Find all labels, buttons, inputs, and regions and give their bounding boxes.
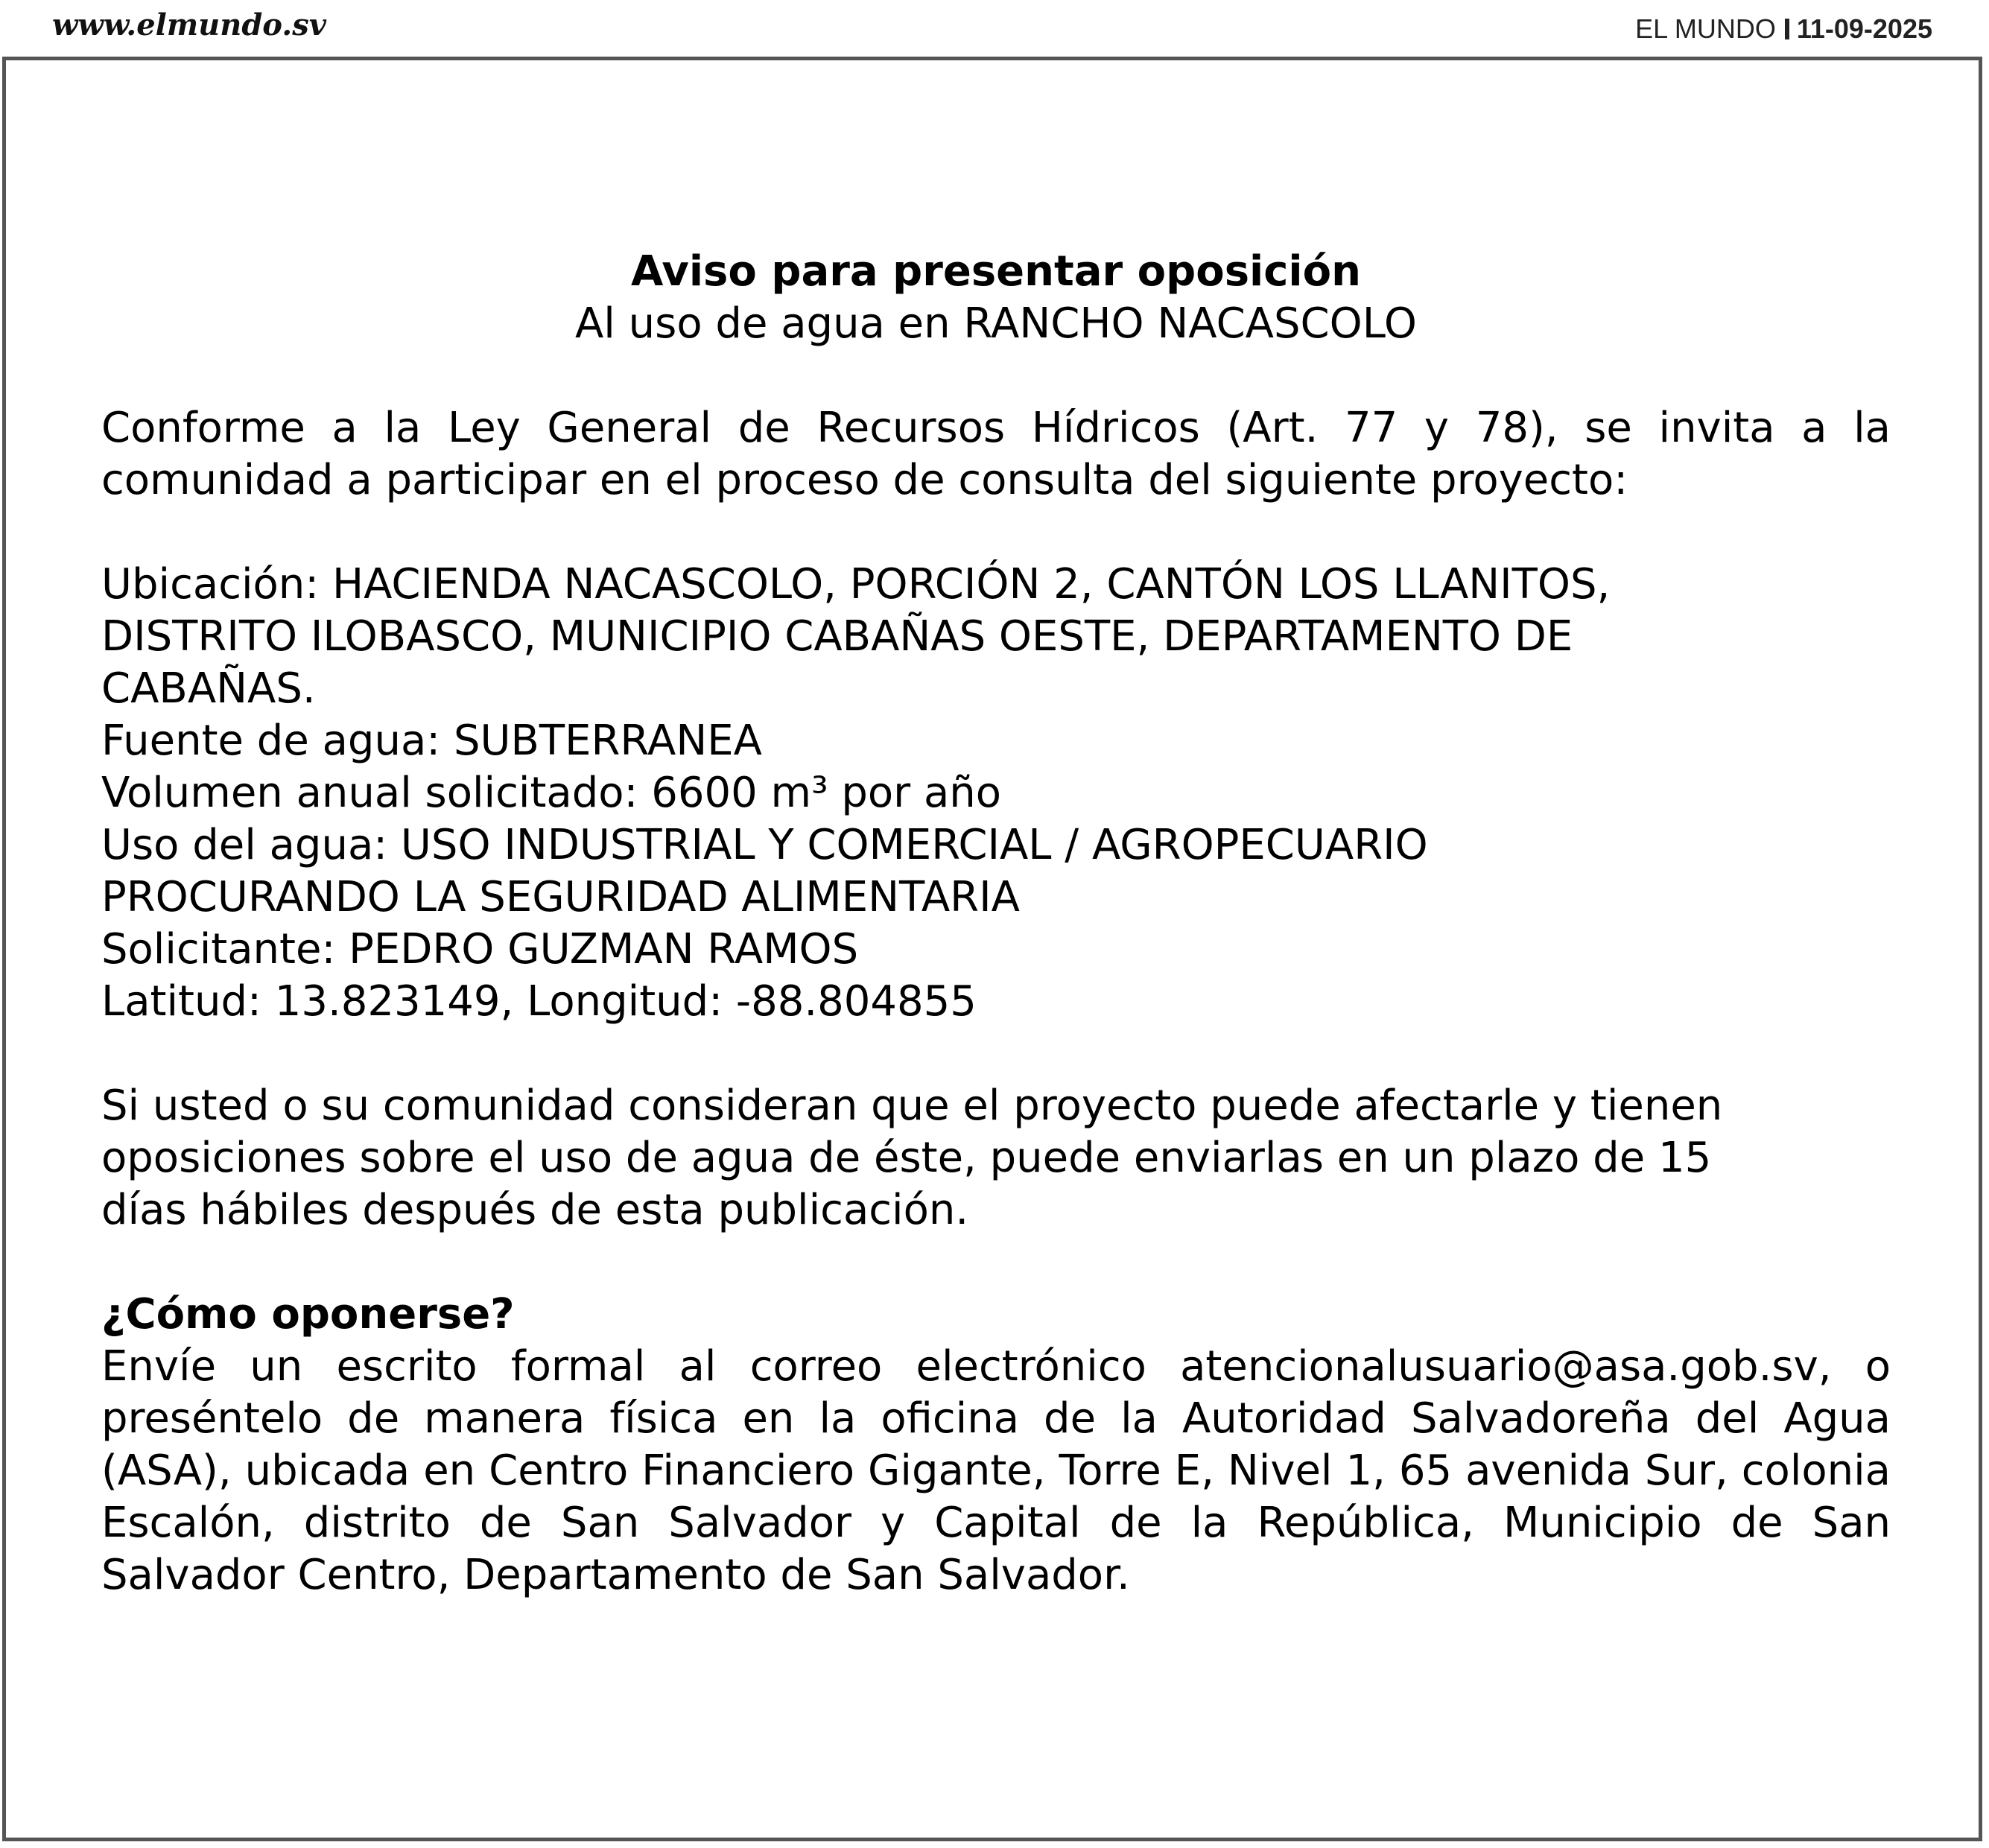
opposition-paragraph	[101, 1080, 1891, 1236]
opposition-line: Si usted o su comunidad consideran que el proyecto puede afectarle y tienen	[101, 1082, 1723, 1130]
location-line: Ubicación: HACIENDA NACASCOLO, PORCIÓN 2, CANTÓN LOS LLANITOS,	[101, 560, 1611, 609]
intro-paragraph: Conforme a la Ley General de Recursos Hídricos (Art. 77 y 78), se invita a la comunidad a participar en el proceso de consulta del siguiente proyecto:	[101, 404, 1891, 504]
spacer	[101, 507, 1891, 559]
water-use-line: Uso del agua: USO INDUSTRIAL Y COMERCIAL / AGROPECUARIO	[101, 821, 1428, 869]
spacer	[101, 350, 1891, 402]
location-line: DISTRITO ILOBASCO, MUNICIPIO CABAÑAS OESTE, DEPARTAMENTO DE	[101, 612, 1573, 661]
notice-title: Aviso para presentar oposición	[631, 247, 1361, 296]
water-source: Fuente de agua: SUBTERRANEA	[101, 717, 762, 765]
opposition-line: días hábiles después de esta publicación.	[101, 1186, 969, 1234]
masthead	[0, 0, 1989, 57]
spacer	[101, 1028, 1891, 1080]
location-line: CABAÑAS.	[101, 664, 316, 713]
coordinates: Latitud: 13.823149, Longitud: -88.804855	[101, 977, 977, 1026]
publication-info	[1635, 13, 1932, 45]
publication-date: 11-09-2025	[1796, 13, 1932, 44]
annual-volume: Volumen anual solicitado: 6600 m³ por año	[101, 769, 1002, 817]
site-url[interactable]: www.elmundo.sv	[52, 7, 326, 42]
how-to-oppose-heading: ¿Cómo oponerse?	[101, 1290, 515, 1339]
spacer	[101, 1236, 1891, 1289]
water-use-line: PROCURANDO LA SEGURIDAD ALIMENTARIA	[101, 873, 1020, 921]
how-to-oppose-text: Envíe un escrito formal al correo electrónico atencionalusuario@asa.gob.sv, o preséntelo de manera física en la oficina de la Autoridad Salvadoreña del Agua (ASA), ubicada en Centro Financiero Gigante, Torre E, Nivel 1, 65 avenida Sur, colonia Escalón, distrito de San Salvador y Capital de la República, Municipio de San Salvador Centro, Departamento de San Salvador.	[101, 1342, 1891, 1599]
project-details	[101, 559, 1891, 1028]
applicant: Solicitante: PEDRO GUZMAN RAMOS	[101, 925, 859, 974]
opposition-line: oposiciones sobre el uso de agua de éste, puede enviarlas en un plazo de 15	[101, 1134, 1712, 1182]
publication-name: EL MUNDO	[1635, 13, 1776, 44]
separator-bar	[1785, 19, 1789, 39]
notice-body	[101, 246, 1891, 1601]
notice-subtitle: Al uso de agua en RANCHO NACASCOLO	[575, 299, 1417, 348]
